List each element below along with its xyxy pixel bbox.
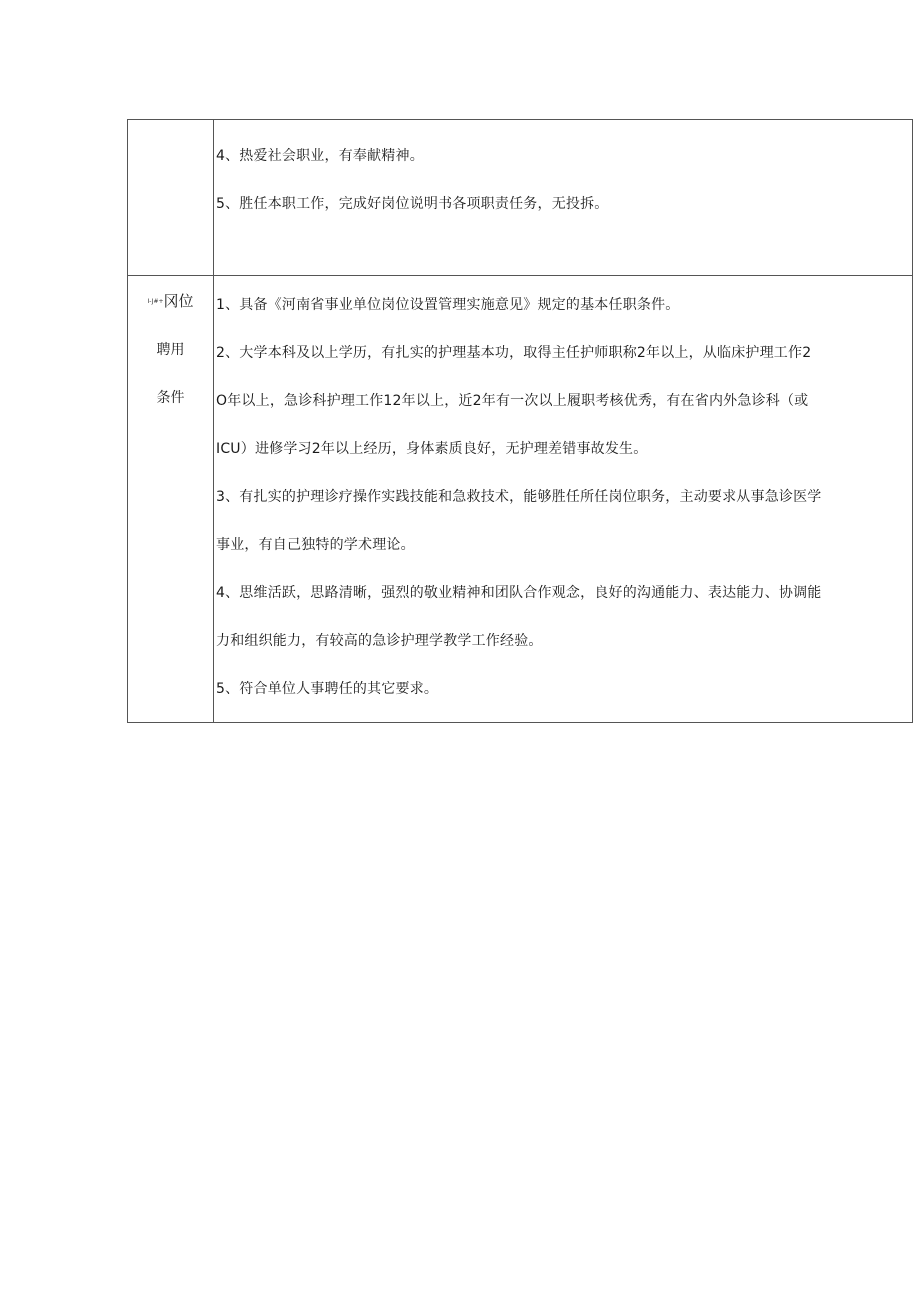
hiring-conditions-cell (214, 276, 913, 723)
continued-conditions-cell (214, 120, 913, 276)
empty-label-cell (128, 120, 214, 276)
label-line-2: 聘用 (156, 342, 185, 358)
condition-line: 力和组织能力，有较高的急诊护理学教学工作经验。 (216, 633, 543, 649)
condition-line: 5、胜任本职工作，完成好岗位说明书各项职责任务，无投拆。 (216, 196, 609, 212)
condition-line: 3、有扎实的护理诊疗操作实践技能和急救技术，能够胜任所任岗位职务，主动要求从事急诊医学 (216, 489, 822, 505)
hiring-conditions-label-cell (128, 276, 214, 723)
label-text-1: 冈位 (163, 292, 194, 310)
condition-line: ICU）进修学习2年以上经历，身体素质良好，无护理差错事故发生。 (216, 441, 648, 457)
label-mark: I-J#+ (147, 298, 164, 305)
condition-line: O年以上，急诊科护理工作12年以上，近2年有一次以上履职考核优秀，有在省内外急诊科（或 (216, 393, 809, 409)
condition-line: 4、热爱社会职业，有奉献精神。 (216, 148, 424, 164)
table-row-hiring-conditions (128, 276, 913, 723)
label-line-1 (128, 293, 213, 310)
condition-line: 事业，有自己独特的学术理论。 (216, 537, 415, 553)
condition-line: 1、具备《河南省事业单位岗位设置管理实施意见》规定的基本任职条件。 (216, 297, 680, 313)
label-line-3: 条件 (156, 390, 185, 406)
requirements-table (127, 119, 913, 723)
condition-line: 4、思维活跃，思路清晰，强烈的敬业精神和团队合作观念，良好的沟通能力、表达能力、协调能 (216, 585, 822, 601)
condition-line: 2、大学本科及以上学历，有扎实的护理基本功，取得主任护师职称2年以上，从临床护理工作2 (216, 345, 812, 361)
condition-line: 5、符合单位人事聘任的其它要求。 (216, 681, 439, 697)
table-row-continued (128, 120, 913, 276)
